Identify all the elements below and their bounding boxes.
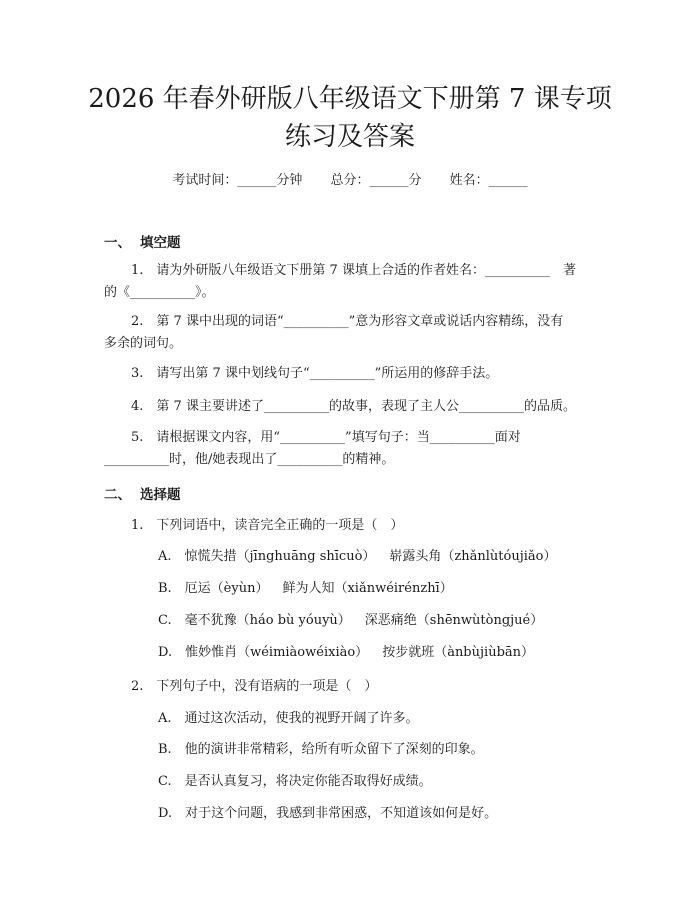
question-text: 1. 请为外研版八年级语文下册第 7 课填上合适的作者姓名：__________ 著: [131, 263, 576, 278]
question-text: 5. 请根据课文内容，用“__________”填写句子：当__________面对: [131, 430, 521, 445]
fill-question-1: [104, 260, 600, 304]
choice-q2-option-a: A. 通过这次活动，使我的视野开阔了许多。: [158, 711, 419, 726]
section-label: 填空题: [140, 235, 181, 251]
choice-q2-option-d: D. 对于这个问题，我感到非常困惑，不知道该如何是好。: [158, 806, 498, 821]
section-number: 二、: [104, 487, 131, 503]
section-number: 一、: [104, 235, 131, 251]
question-text-continued: 多余的词句。: [104, 336, 183, 351]
fill-question-5: [104, 427, 600, 471]
exam-time-field: 考试时间：______分钟: [172, 173, 303, 188]
total-score-field: 总分：______分: [330, 173, 422, 188]
title-line-2: 练习及答案: [284, 122, 415, 152]
exam-meta: [0, 169, 700, 188]
option-word-1: D. 惟妙惟肖（wéimiàowéixiào）: [158, 645, 369, 660]
choice-q1-option-c: [158, 609, 543, 628]
choice-q2-option-b: B. 他的演讲非常精彩，给所有听众留下了深刻的印象。: [158, 742, 484, 757]
choice-question-2-stem: 2. 下列句子中，没有语病的一项是（ ）: [131, 679, 378, 694]
section-heading-choice: [104, 483, 181, 503]
choice-question-1-stem: 1. 下列词语中，读音完全正确的一项是（ ）: [131, 518, 404, 533]
option-word-1: B. 厄运（èyùn）: [158, 581, 269, 596]
option-word-2: 深恶痛绝（shēnwùtòngjué）: [364, 613, 544, 628]
page-title: [60, 80, 640, 156]
option-word-2: 崭露头角（zhǎnlùtóujiǎo）: [389, 549, 557, 564]
title-line-1: 2026 年春外研版八年级语文下册第 7 课专项: [88, 84, 612, 114]
fill-question-4: [104, 396, 600, 418]
option-word-1: C. 毫不犹豫（háo bù yóuyù）: [158, 613, 351, 628]
choice-q1-option-d: [158, 641, 534, 660]
fill-question-3: [104, 363, 600, 385]
option-word-1: A. 惊慌失措（jīnghuāng shīcuò）: [158, 549, 376, 564]
choice-q1-option-b: [158, 577, 453, 596]
choice-q1-option-a: [158, 545, 557, 564]
fill-question-2: [104, 311, 600, 355]
question-text-continued: 的《__________》。: [104, 285, 215, 300]
option-word-2: 按步就班（ànbùjiùbān）: [382, 645, 535, 660]
option-word-2: 鲜为人知（xiǎnwéirénzhī）: [282, 581, 453, 596]
question-text-continued: __________时，他/她表现出了__________的精神。: [104, 452, 395, 467]
question-text: 4. 第 7 课主要讲述了__________的故事，表现了主人公__________的品质。: [131, 399, 576, 414]
student-name-field: 姓名：______: [449, 173, 528, 188]
section-label: 选择题: [140, 487, 181, 503]
question-text: 2. 第 7 课中出现的词语“__________”意为形容文章或说话内容精练，没有: [131, 314, 564, 329]
choice-q2-option-c: C. 是否认真复习，将决定你能否取得好成绩。: [158, 774, 432, 789]
section-heading-fill: [104, 231, 181, 251]
question-text: 3. 请写出第 7 课中划线句子“__________”所运用的修辞手法。: [131, 366, 499, 381]
